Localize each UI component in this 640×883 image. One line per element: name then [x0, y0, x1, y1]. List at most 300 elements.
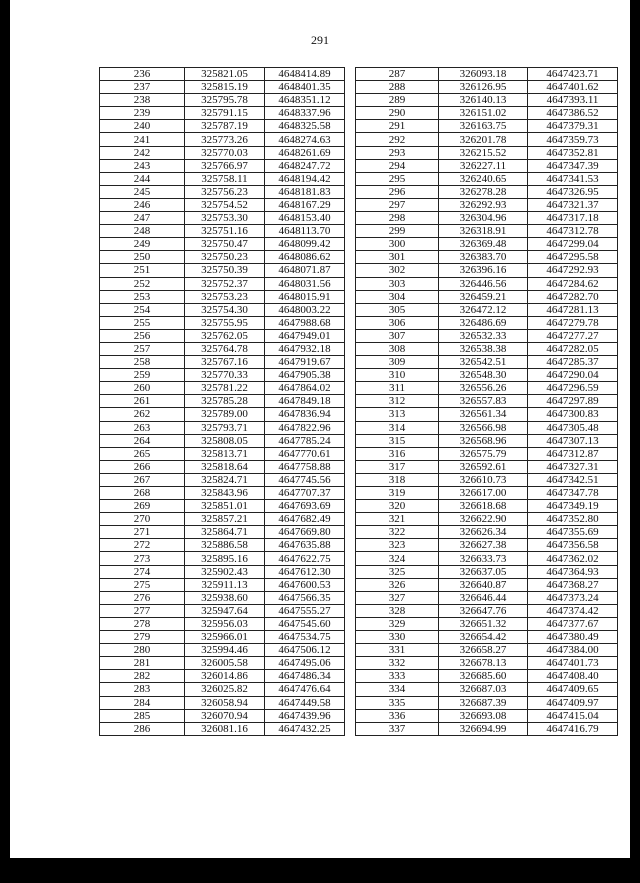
y-coordinate-cell: 4647386.52	[528, 107, 618, 120]
table-row	[100, 513, 345, 526]
table-row	[100, 290, 345, 303]
y-coordinate-cell: 4647408.40	[528, 670, 618, 683]
point-number-cell: 311	[356, 382, 439, 395]
x-coordinate-cell: 326081.16	[185, 722, 265, 735]
x-coordinate-cell: 326622.90	[439, 513, 528, 526]
y-coordinate-cell: 4647545.60	[265, 617, 345, 630]
x-coordinate-cell: 326561.34	[439, 408, 528, 421]
coordinates-table-right-body	[356, 68, 618, 736]
point-number-cell: 270	[100, 513, 185, 526]
x-coordinate-cell: 326640.87	[439, 578, 528, 591]
y-coordinate-cell: 4647384.00	[528, 644, 618, 657]
y-coordinate-cell: 4647364.93	[528, 565, 618, 578]
x-coordinate-cell: 325787.19	[185, 120, 265, 133]
table-row	[356, 316, 618, 329]
y-coordinate-cell: 4647770.61	[265, 447, 345, 460]
point-number-cell: 296	[356, 185, 439, 198]
coordinates-table-left-body	[100, 68, 345, 736]
table-row	[356, 565, 618, 578]
table-row	[356, 591, 618, 604]
table-row	[100, 434, 345, 447]
x-coordinate-cell: 325762.05	[185, 329, 265, 342]
table-row	[100, 264, 345, 277]
x-coordinate-cell: 325947.64	[185, 604, 265, 617]
table-row	[100, 617, 345, 630]
x-coordinate-cell: 325824.71	[185, 473, 265, 486]
point-number-cell: 294	[356, 159, 439, 172]
y-coordinate-cell: 4647377.67	[528, 617, 618, 630]
y-coordinate-cell: 4647836.94	[265, 408, 345, 421]
table-row	[356, 722, 618, 735]
point-number-cell: 326	[356, 578, 439, 591]
table-row	[356, 473, 618, 486]
point-number-cell: 325	[356, 565, 439, 578]
x-coordinate-cell: 326618.68	[439, 500, 528, 513]
y-coordinate-cell: 4647285.37	[528, 356, 618, 369]
y-coordinate-cell: 4648071.87	[265, 264, 345, 277]
x-coordinate-cell: 326610.73	[439, 473, 528, 486]
table-row	[356, 683, 618, 696]
y-coordinate-cell: 4647409.65	[528, 683, 618, 696]
x-coordinate-cell: 325767.16	[185, 356, 265, 369]
point-number-cell: 321	[356, 513, 439, 526]
point-number-cell: 240	[100, 120, 185, 133]
point-number-cell: 242	[100, 146, 185, 159]
x-coordinate-cell: 326304.96	[439, 212, 528, 225]
y-coordinate-cell: 4647949.01	[265, 329, 345, 342]
x-coordinate-cell: 325994.46	[185, 644, 265, 657]
table-row	[100, 146, 345, 159]
y-coordinate-cell: 4647312.87	[528, 447, 618, 460]
x-coordinate-cell: 326538.38	[439, 342, 528, 355]
x-coordinate-cell: 326278.28	[439, 185, 528, 198]
table-row	[100, 591, 345, 604]
y-coordinate-cell: 4647449.58	[265, 696, 345, 709]
y-coordinate-cell: 4647341.53	[528, 172, 618, 185]
point-number-cell: 287	[356, 68, 439, 81]
y-coordinate-cell: 4647290.04	[528, 369, 618, 382]
point-number-cell: 336	[356, 709, 439, 722]
table-row	[356, 657, 618, 670]
table-row	[356, 212, 618, 225]
table-row	[100, 709, 345, 722]
y-coordinate-cell: 4647327.31	[528, 460, 618, 473]
x-coordinate-cell: 325808.05	[185, 434, 265, 447]
x-coordinate-cell: 326687.39	[439, 696, 528, 709]
table-row	[100, 356, 345, 369]
point-number-cell: 248	[100, 225, 185, 238]
point-number-cell: 252	[100, 277, 185, 290]
y-coordinate-cell: 4647296.59	[528, 382, 618, 395]
y-coordinate-cell: 4647342.51	[528, 473, 618, 486]
point-number-cell: 333	[356, 670, 439, 683]
x-coordinate-cell: 325864.71	[185, 526, 265, 539]
point-number-cell: 246	[100, 198, 185, 211]
scan-border-bottom	[0, 858, 640, 883]
y-coordinate-cell: 4647356.58	[528, 539, 618, 552]
point-number-cell: 313	[356, 408, 439, 421]
table-row	[356, 395, 618, 408]
table-row	[100, 133, 345, 146]
x-coordinate-cell: 326215.52	[439, 146, 528, 159]
scan-border-right	[630, 0, 640, 883]
x-coordinate-cell: 326014.86	[185, 670, 265, 683]
point-number-cell: 310	[356, 369, 439, 382]
point-number-cell: 237	[100, 81, 185, 94]
x-coordinate-cell: 325857.21	[185, 513, 265, 526]
y-coordinate-cell: 4647292.93	[528, 264, 618, 277]
x-coordinate-cell: 325902.43	[185, 565, 265, 578]
point-number-cell: 316	[356, 447, 439, 460]
table-row	[100, 382, 345, 395]
x-coordinate-cell: 326575.79	[439, 447, 528, 460]
table-row	[356, 120, 618, 133]
table-row	[356, 709, 618, 722]
table-row	[100, 447, 345, 460]
point-number-cell: 286	[100, 722, 185, 735]
table-row	[100, 107, 345, 120]
y-coordinate-cell: 4647409.97	[528, 696, 618, 709]
table-row	[356, 68, 618, 81]
y-coordinate-cell: 4647416.79	[528, 722, 618, 735]
point-number-cell: 292	[356, 133, 439, 146]
table-row	[356, 159, 618, 172]
point-number-cell: 290	[356, 107, 439, 120]
point-number-cell: 327	[356, 591, 439, 604]
y-coordinate-cell: 4647312.78	[528, 225, 618, 238]
point-number-cell: 289	[356, 94, 439, 107]
x-coordinate-cell: 325750.23	[185, 251, 265, 264]
point-number-cell: 285	[100, 709, 185, 722]
point-number-cell: 260	[100, 382, 185, 395]
point-number-cell: 295	[356, 172, 439, 185]
y-coordinate-cell: 4647905.38	[265, 369, 345, 382]
point-number-cell: 308	[356, 342, 439, 355]
x-coordinate-cell: 325818.64	[185, 460, 265, 473]
point-number-cell: 271	[100, 526, 185, 539]
y-coordinate-cell: 4647864.02	[265, 382, 345, 395]
x-coordinate-cell: 325813.71	[185, 447, 265, 460]
y-coordinate-cell: 4648337.96	[265, 107, 345, 120]
y-coordinate-cell: 4647506.12	[265, 644, 345, 657]
y-coordinate-cell: 4647622.75	[265, 552, 345, 565]
point-number-cell: 323	[356, 539, 439, 552]
table-row	[100, 185, 345, 198]
y-coordinate-cell: 4647317.18	[528, 212, 618, 225]
point-number-cell: 297	[356, 198, 439, 211]
point-number-cell: 257	[100, 342, 185, 355]
table-row	[356, 578, 618, 591]
point-number-cell: 267	[100, 473, 185, 486]
x-coordinate-cell: 325895.16	[185, 552, 265, 565]
coordinates-table-left	[99, 67, 345, 736]
table-row	[100, 329, 345, 342]
table-row	[100, 421, 345, 434]
y-coordinate-cell: 4647277.27	[528, 329, 618, 342]
x-coordinate-cell: 326070.94	[185, 709, 265, 722]
point-number-cell: 251	[100, 264, 185, 277]
table-row	[356, 460, 618, 473]
table-row	[356, 251, 618, 264]
table-row	[356, 552, 618, 565]
y-coordinate-cell: 4647282.70	[528, 290, 618, 303]
point-number-cell: 335	[356, 696, 439, 709]
x-coordinate-cell: 326140.13	[439, 94, 528, 107]
point-number-cell: 302	[356, 264, 439, 277]
y-coordinate-cell: 4647401.73	[528, 657, 618, 670]
y-coordinate-cell: 4647279.78	[528, 316, 618, 329]
x-coordinate-cell: 325956.03	[185, 617, 265, 630]
point-number-cell: 293	[356, 146, 439, 159]
x-coordinate-cell: 326369.48	[439, 238, 528, 251]
point-number-cell: 273	[100, 552, 185, 565]
x-coordinate-cell: 325756.23	[185, 185, 265, 198]
y-coordinate-cell: 4647393.11	[528, 94, 618, 107]
table-row	[356, 94, 618, 107]
y-coordinate-cell: 4647534.75	[265, 631, 345, 644]
table-row	[356, 238, 618, 251]
x-coordinate-cell: 326637.05	[439, 565, 528, 578]
x-coordinate-cell: 325781.22	[185, 382, 265, 395]
point-number-cell: 322	[356, 526, 439, 539]
point-number-cell: 250	[100, 251, 185, 264]
point-number-cell: 315	[356, 434, 439, 447]
x-coordinate-cell: 326227.11	[439, 159, 528, 172]
table-row	[356, 539, 618, 552]
y-coordinate-cell: 4648099.42	[265, 238, 345, 251]
y-coordinate-cell: 4648261.69	[265, 146, 345, 159]
x-coordinate-cell: 326318.91	[439, 225, 528, 238]
table-row	[100, 657, 345, 670]
y-coordinate-cell: 4648003.22	[265, 303, 345, 316]
table-row	[356, 434, 618, 447]
table-row	[356, 408, 618, 421]
x-coordinate-cell: 326058.94	[185, 696, 265, 709]
x-coordinate-cell: 326532.33	[439, 329, 528, 342]
table-row	[100, 604, 345, 617]
point-number-cell: 291	[356, 120, 439, 133]
y-coordinate-cell: 4647919.67	[265, 356, 345, 369]
point-number-cell: 256	[100, 329, 185, 342]
table-row	[100, 212, 345, 225]
x-coordinate-cell: 325966.01	[185, 631, 265, 644]
x-coordinate-cell: 325758.11	[185, 172, 265, 185]
y-coordinate-cell: 4647707.37	[265, 487, 345, 500]
y-coordinate-cell: 4647822.96	[265, 421, 345, 434]
y-coordinate-cell: 4647423.71	[528, 68, 618, 81]
point-number-cell: 332	[356, 657, 439, 670]
y-coordinate-cell: 4647326.95	[528, 185, 618, 198]
x-coordinate-cell: 325851.01	[185, 500, 265, 513]
table-row	[356, 500, 618, 513]
table-row	[356, 303, 618, 316]
y-coordinate-cell: 4647347.78	[528, 487, 618, 500]
y-coordinate-cell: 4647284.62	[528, 277, 618, 290]
x-coordinate-cell: 326617.00	[439, 487, 528, 500]
x-coordinate-cell: 326548.30	[439, 369, 528, 382]
point-number-cell: 318	[356, 473, 439, 486]
table-row	[100, 683, 345, 696]
table-row	[100, 696, 345, 709]
point-number-cell: 243	[100, 159, 185, 172]
table-row	[356, 447, 618, 460]
point-number-cell: 331	[356, 644, 439, 657]
y-coordinate-cell: 4647300.83	[528, 408, 618, 421]
table-row	[100, 120, 345, 133]
table-row	[100, 539, 345, 552]
point-number-cell: 244	[100, 172, 185, 185]
table-row	[356, 513, 618, 526]
point-number-cell: 274	[100, 565, 185, 578]
table-row	[100, 460, 345, 473]
x-coordinate-cell: 326627.38	[439, 539, 528, 552]
point-number-cell: 236	[100, 68, 185, 81]
y-coordinate-cell: 4647401.62	[528, 81, 618, 94]
table-row	[100, 238, 345, 251]
y-coordinate-cell: 4647745.56	[265, 473, 345, 486]
table-row	[356, 604, 618, 617]
y-coordinate-cell: 4647635.88	[265, 539, 345, 552]
point-number-cell: 238	[100, 94, 185, 107]
point-number-cell: 239	[100, 107, 185, 120]
y-coordinate-cell: 4647374.42	[528, 604, 618, 617]
table-row	[100, 644, 345, 657]
table-row	[356, 290, 618, 303]
point-number-cell: 330	[356, 631, 439, 644]
y-coordinate-cell: 4648181.83	[265, 185, 345, 198]
point-number-cell: 247	[100, 212, 185, 225]
table-row	[100, 198, 345, 211]
y-coordinate-cell: 4648351.12	[265, 94, 345, 107]
x-coordinate-cell: 325750.47	[185, 238, 265, 251]
y-coordinate-cell: 4647758.88	[265, 460, 345, 473]
x-coordinate-cell: 325938.60	[185, 591, 265, 604]
y-coordinate-cell: 4647359.73	[528, 133, 618, 146]
y-coordinate-cell: 4647495.06	[265, 657, 345, 670]
point-number-cell: 277	[100, 604, 185, 617]
x-coordinate-cell: 326651.32	[439, 617, 528, 630]
point-number-cell: 317	[356, 460, 439, 473]
table-row	[356, 342, 618, 355]
x-coordinate-cell: 325764.78	[185, 342, 265, 355]
table-row	[356, 277, 618, 290]
y-coordinate-cell: 4647347.39	[528, 159, 618, 172]
x-coordinate-cell: 326557.83	[439, 395, 528, 408]
x-coordinate-cell: 325753.30	[185, 212, 265, 225]
x-coordinate-cell: 325755.95	[185, 316, 265, 329]
point-number-cell: 261	[100, 395, 185, 408]
x-coordinate-cell: 325751.16	[185, 225, 265, 238]
x-coordinate-cell: 326126.95	[439, 81, 528, 94]
point-number-cell: 259	[100, 369, 185, 382]
x-coordinate-cell: 325753.23	[185, 290, 265, 303]
y-coordinate-cell: 4647352.81	[528, 146, 618, 159]
x-coordinate-cell: 326647.76	[439, 604, 528, 617]
y-coordinate-cell: 4648086.62	[265, 251, 345, 264]
point-number-cell: 288	[356, 81, 439, 94]
table-row	[100, 408, 345, 421]
y-coordinate-cell: 4647349.19	[528, 500, 618, 513]
point-number-cell: 255	[100, 316, 185, 329]
x-coordinate-cell: 326151.02	[439, 107, 528, 120]
x-coordinate-cell: 325815.19	[185, 81, 265, 94]
y-coordinate-cell: 4647307.13	[528, 434, 618, 447]
point-number-cell: 312	[356, 395, 439, 408]
table-row	[100, 225, 345, 238]
y-coordinate-cell: 4647415.04	[528, 709, 618, 722]
x-coordinate-cell: 326556.26	[439, 382, 528, 395]
y-coordinate-cell: 4648274.63	[265, 133, 345, 146]
x-coordinate-cell: 325754.52	[185, 198, 265, 211]
table-row	[100, 316, 345, 329]
y-coordinate-cell: 4647379.31	[528, 120, 618, 133]
point-number-cell: 249	[100, 238, 185, 251]
y-coordinate-cell: 4648113.70	[265, 225, 345, 238]
table-row	[356, 133, 618, 146]
y-coordinate-cell: 4647682.49	[265, 513, 345, 526]
point-number-cell: 262	[100, 408, 185, 421]
point-number-cell: 319	[356, 487, 439, 500]
y-coordinate-cell: 4647785.24	[265, 434, 345, 447]
y-coordinate-cell: 4648031.56	[265, 277, 345, 290]
x-coordinate-cell: 326396.16	[439, 264, 528, 277]
y-coordinate-cell: 4648247.72	[265, 159, 345, 172]
y-coordinate-cell: 4647321.37	[528, 198, 618, 211]
table-row	[356, 356, 618, 369]
x-coordinate-cell: 325789.00	[185, 408, 265, 421]
x-coordinate-cell: 326292.93	[439, 198, 528, 211]
x-coordinate-cell: 326542.51	[439, 356, 528, 369]
x-coordinate-cell: 325886.58	[185, 539, 265, 552]
y-coordinate-cell: 4647281.13	[528, 303, 618, 316]
point-number-cell: 281	[100, 657, 185, 670]
point-number-cell: 306	[356, 316, 439, 329]
y-coordinate-cell: 4647355.69	[528, 526, 618, 539]
y-coordinate-cell: 4647486.34	[265, 670, 345, 683]
y-coordinate-cell: 4647555.27	[265, 604, 345, 617]
y-coordinate-cell: 4647849.18	[265, 395, 345, 408]
table-row	[100, 303, 345, 316]
table-row	[100, 342, 345, 355]
point-number-cell: 275	[100, 578, 185, 591]
x-coordinate-cell: 325773.26	[185, 133, 265, 146]
x-coordinate-cell: 326633.73	[439, 552, 528, 565]
x-coordinate-cell: 326446.56	[439, 277, 528, 290]
y-coordinate-cell: 4647432.25	[265, 722, 345, 735]
y-coordinate-cell: 4647612.30	[265, 565, 345, 578]
x-coordinate-cell: 326678.13	[439, 657, 528, 670]
y-coordinate-cell: 4647362.02	[528, 552, 618, 565]
x-coordinate-cell: 325793.71	[185, 421, 265, 434]
table-row	[100, 552, 345, 565]
x-coordinate-cell: 325752.37	[185, 277, 265, 290]
point-number-cell: 307	[356, 329, 439, 342]
y-coordinate-cell: 4647305.48	[528, 421, 618, 434]
x-coordinate-cell: 325843.96	[185, 487, 265, 500]
y-coordinate-cell: 4647352.80	[528, 513, 618, 526]
point-number-cell: 324	[356, 552, 439, 565]
y-coordinate-cell: 4648194.42	[265, 172, 345, 185]
point-number-cell: 329	[356, 617, 439, 630]
point-number-cell: 245	[100, 185, 185, 198]
y-coordinate-cell: 4647988.68	[265, 316, 345, 329]
point-number-cell: 328	[356, 604, 439, 617]
point-number-cell: 299	[356, 225, 439, 238]
y-coordinate-cell: 4647299.04	[528, 238, 618, 251]
x-coordinate-cell: 326687.03	[439, 683, 528, 696]
table-row	[356, 172, 618, 185]
table-row	[356, 526, 618, 539]
